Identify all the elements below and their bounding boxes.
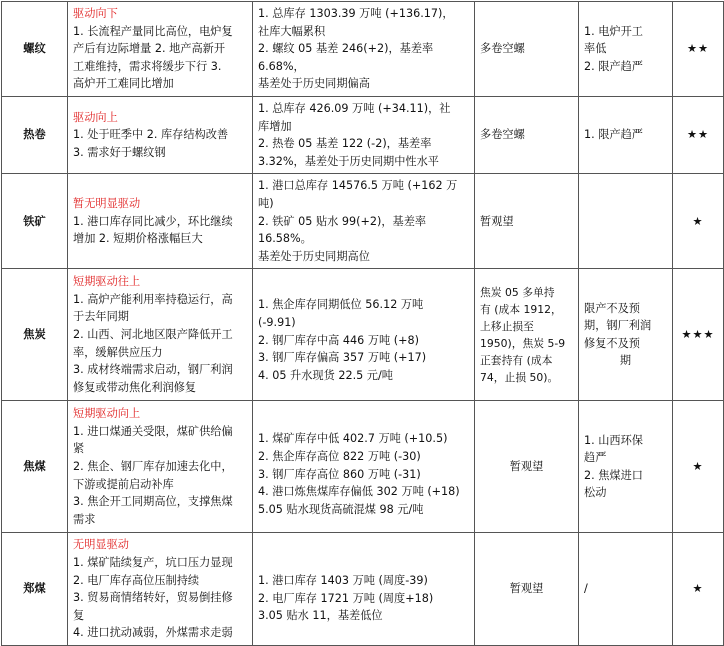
- logic-line: 1. 进口煤通关受限，煤矿供给偏: [73, 424, 233, 438]
- logic-line: 复: [73, 608, 85, 622]
- logic-line: 1. 处于旺季中 2. 库存结构改善: [73, 128, 229, 142]
- star-rating: ★: [673, 174, 724, 269]
- risk-line: /: [584, 582, 588, 596]
- logic-line: 3. 成材终端需求启动，钢厂利润: [73, 363, 233, 377]
- risk-line: 1. 山西环保: [584, 433, 643, 447]
- data-cell: [253, 2, 475, 97]
- logic-line: 率，缓解供应压力: [73, 345, 163, 359]
- risk-line: 1. 限产趋严: [584, 128, 643, 142]
- logic-line: 下游或提前启动补库: [73, 477, 174, 491]
- logic-line: 于去年同期: [73, 310, 129, 324]
- futures-strategy-table: [1, 1, 724, 646]
- data-line: 1. 总库存 426.09 万吨 (+34.11)，社: [258, 102, 451, 115]
- logic-cell: [68, 401, 253, 533]
- strategy-cell: [475, 174, 579, 269]
- logic-line: 4. 进口扰动减弱，外煤需求走弱: [73, 626, 233, 640]
- risk-line: 2. 焦煤进口: [584, 468, 643, 482]
- data-line: 2. 螺纹 05 基差 246(+2)，基差率 6.68%，: [258, 42, 434, 73]
- data-line: 2. 铁矿 05 贴水 99(+2)，基差率 16.58%。: [258, 214, 427, 246]
- risk-cell: [579, 174, 673, 269]
- data-line: 1. 煤矿库存中低 402.7 万吨 (+10.5): [258, 432, 448, 446]
- data-line: 4. 05 升水现货 22.5 元/吨: [258, 368, 393, 382]
- table-row: [2, 533, 724, 646]
- risk-cell: [579, 97, 673, 174]
- data-line: 吨): [258, 196, 274, 210]
- logic-line: 3. 焦企开工同期高位，支撑焦煤: [73, 495, 233, 509]
- strategy-line: 暂观望: [509, 460, 544, 474]
- strategy-line: 有 (成本 1912，: [480, 302, 562, 316]
- table-row: [2, 174, 724, 269]
- logic-cell: [68, 533, 253, 646]
- data-line: (-9.91): [258, 315, 296, 329]
- strategy-cell: [475, 269, 579, 401]
- data-cell: [253, 533, 475, 646]
- strategy-line: 暂观望: [480, 214, 514, 228]
- data-line: 3. 钢厂库存高位 860 万吨 (-31): [258, 467, 421, 481]
- table-row: [2, 401, 724, 533]
- driver-label: 暂无明显驱动: [73, 196, 141, 210]
- commodity-name: 郑煤: [2, 533, 68, 646]
- logic-cell: [68, 174, 253, 269]
- risk-cell: [579, 533, 673, 646]
- risk-cell: [579, 401, 673, 533]
- data-cell: [253, 269, 475, 401]
- risk-line: 2. 限产趋严: [584, 59, 643, 73]
- data-line: 库增加: [258, 119, 292, 133]
- commodity-name: 螺纹: [2, 2, 68, 97]
- risk-line: 期: [619, 354, 632, 368]
- logic-line: 1. 长流程产量同比高位，电炉复: [73, 24, 233, 38]
- strategy-line: 上移止损至: [480, 319, 534, 333]
- commodity-name: 热卷: [2, 97, 68, 174]
- risk-line: 趋严: [584, 451, 607, 465]
- logic-line: 2. 焦企、钢厂库存加速去化中，: [73, 460, 233, 474]
- data-line: 5.05 贴水现货高硫混煤 98 元/吨: [258, 502, 424, 516]
- star-rating: ★: [673, 533, 724, 646]
- risk-cell: [579, 269, 673, 401]
- logic-line: 1. 港口库存同比减少，环比继续: [73, 214, 233, 228]
- risk-line: 期，钢厂利润: [584, 319, 652, 333]
- star-rating: ★★: [673, 2, 724, 97]
- star-rating: ★: [673, 401, 724, 533]
- strategy-line: 焦炭 05 多单持: [480, 285, 555, 299]
- driver-label: 驱动向下: [73, 7, 118, 21]
- driver-label: 短期驱动往上: [73, 275, 141, 289]
- commodity-name: 铁矿: [2, 174, 68, 269]
- logic-line: 工难维持，需求将缓步下行 3.: [73, 59, 222, 73]
- commodity-name: 焦炭: [2, 269, 68, 401]
- risk-line: 限产不及预: [584, 301, 640, 315]
- data-line: 3.32%，基差处于历史同期中性水平: [258, 154, 439, 168]
- data-cell: [253, 401, 475, 533]
- data-line: 1. 港口库存 1403 万吨 (周度-39): [258, 574, 428, 588]
- data-line: 社库大幅累积: [258, 24, 326, 38]
- logic-line: 1. 高炉产能利用率持稳运行，高: [73, 292, 233, 306]
- data-line: 3.05 贴水 11，基差低位: [258, 609, 383, 623]
- driver-label: 短期驱动向上: [73, 407, 141, 421]
- star-rating: ★★: [673, 97, 724, 174]
- strategy-line: 1950)，焦炭 5-9: [480, 336, 566, 350]
- logic-line: 2. 电厂库存高位压制持续: [73, 573, 200, 587]
- data-cell: [253, 174, 475, 269]
- risk-cell: [579, 2, 673, 97]
- strategy-line: 正套持有 (成本: [480, 353, 553, 367]
- logic-line: 紧: [73, 442, 85, 456]
- strategy-cell: [475, 533, 579, 646]
- data-line: 3. 钢厂库存偏高 357 万吨 (+17): [258, 351, 427, 365]
- data-line: 2. 焦企库存高位 822 万吨 (-30): [258, 449, 421, 463]
- data-line: 基差处于历史同期偏高: [258, 77, 370, 91]
- data-line: 2. 钢厂库存中高 446 万吨 (+8): [258, 333, 419, 347]
- logic-cell: [68, 2, 253, 97]
- data-line: 1. 总库存 1303.39 万吨 (+136.17)，: [258, 7, 454, 21]
- data-line: 2. 电厂库存 1721 万吨 (周度+18): [258, 591, 434, 605]
- commodity-name: 焦煤: [2, 401, 68, 533]
- table-row: [2, 2, 724, 97]
- logic-line: 2. 山西、河北地区限产降低开工: [73, 328, 233, 342]
- strategy-line: 多卷空螺: [480, 128, 525, 142]
- data-cell: [253, 97, 475, 174]
- table-row: [2, 269, 724, 401]
- logic-cell: [68, 97, 253, 174]
- logic-line: 3. 贸易商情绪转好，贸易倒挂修: [73, 591, 233, 605]
- star-rating: ★★★: [673, 269, 724, 401]
- logic-line: 1. 煤矿陆续复产，坑口压力显现: [73, 555, 233, 569]
- logic-line: 修复或带动焦化利润修复: [73, 380, 197, 394]
- data-line: 4. 港口炼焦煤库存偏低 302 万吨 (+18): [258, 485, 460, 499]
- logic-cell: [68, 269, 253, 401]
- risk-line: 修复不及预: [584, 336, 640, 350]
- risk-line: 松动: [584, 486, 607, 500]
- risk-line: 率低: [584, 42, 607, 56]
- logic-line: 3. 需求好于螺纹钢: [73, 145, 166, 159]
- strategy-line: 74，止损 50)。: [480, 370, 559, 384]
- data-line: 1. 港口总库存 14576.5 万吨 (+162 万: [258, 179, 458, 193]
- strategy-cell: [475, 401, 579, 533]
- strategy-line: 多卷空螺: [480, 42, 525, 56]
- logic-line: 高炉开工难同比增加: [73, 77, 174, 91]
- strategy-cell: [475, 97, 579, 174]
- data-line: 基差处于历史同期高位: [258, 249, 370, 263]
- table-row: [2, 97, 724, 174]
- data-line: 1. 焦企库存同期低位 56.12 万吨: [258, 298, 424, 312]
- driver-label: 无明显驱动: [73, 538, 129, 552]
- logic-line: 增加 2. 短期价格涨幅巨大: [73, 232, 203, 246]
- risk-line: 1. 电炉开工: [584, 24, 643, 38]
- logic-line: 产后有边际增量 2. 地产高新开: [73, 42, 226, 56]
- data-line: 2. 热卷 05 基差 122 (-2)，基差率: [258, 137, 432, 151]
- strategy-line: 暂观望: [509, 582, 544, 596]
- driver-label: 驱动向上: [73, 110, 118, 124]
- strategy-cell: [475, 2, 579, 97]
- logic-line: 需求: [73, 512, 96, 526]
